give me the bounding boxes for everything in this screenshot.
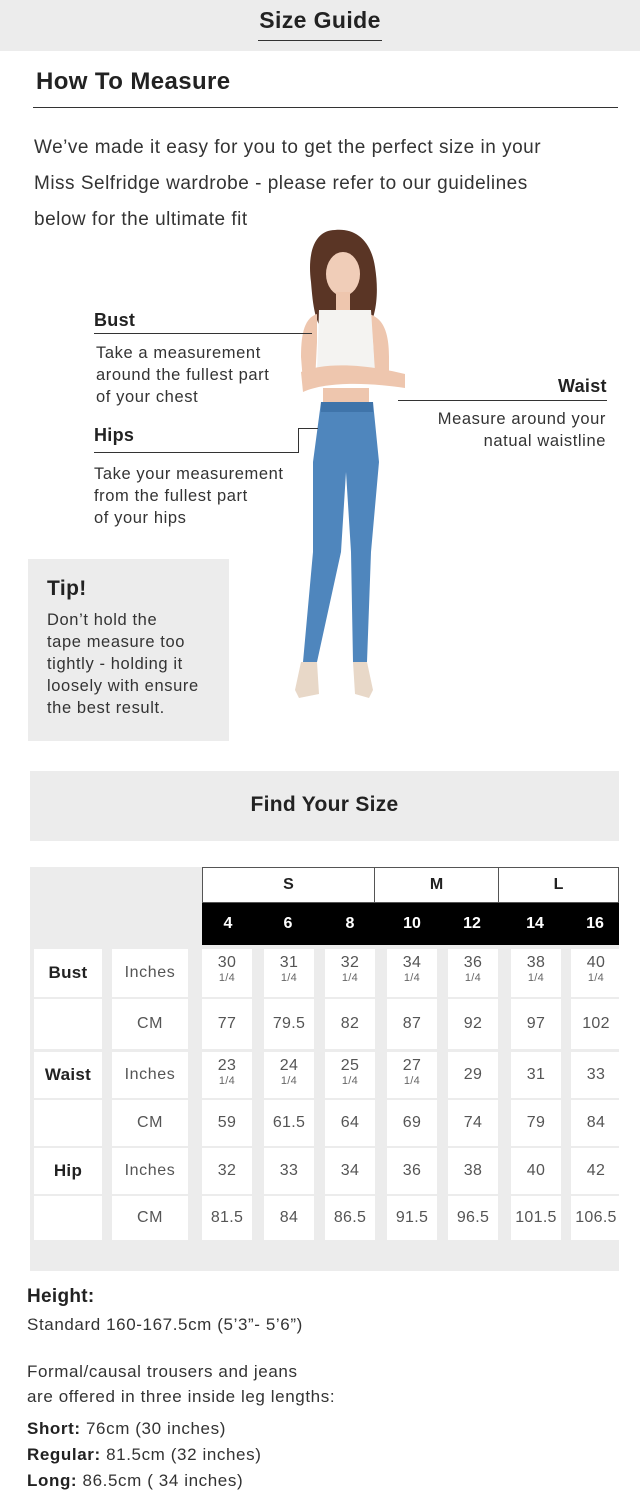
size-value-cell [202, 949, 252, 997]
size-number: 8 [345, 915, 355, 932]
size-value-cell [387, 1100, 437, 1146]
size-value: 27 [402, 1057, 422, 1074]
waist-pointer-line [398, 400, 607, 401]
size-number: 6 [283, 915, 293, 932]
size-value: 79.5 [272, 1015, 306, 1032]
find-your-size-title: Find Your Size [250, 793, 399, 816]
size-value: 29 [463, 1066, 483, 1083]
size-value-cell [325, 1148, 375, 1194]
hips-description: Take your measurement from the fullest part of your hips [94, 465, 284, 527]
size-value-cell [448, 1100, 498, 1146]
size-value-cell [264, 1052, 314, 1098]
size-value: 40 [586, 954, 606, 971]
how-to-measure-heading: How To Measure [36, 68, 231, 95]
size-value: 36 [402, 1162, 422, 1179]
size-value: 32 [217, 1162, 237, 1179]
size-number: 12 [463, 915, 481, 932]
size-value-cell [264, 999, 314, 1049]
size-value-cell [448, 1148, 498, 1194]
size-value-cell [387, 999, 437, 1049]
size-value-cell [202, 1052, 252, 1098]
size-value-cell [264, 1100, 314, 1146]
bust-pointer-line [94, 333, 312, 334]
hips-pointer-vertical [298, 428, 299, 453]
measure-cell: Waist [34, 1052, 102, 1098]
size-value-cell [511, 1100, 561, 1146]
size-value: 82 [340, 1015, 360, 1032]
size-value: 79 [526, 1114, 546, 1131]
measure-cell: Bust [34, 949, 102, 997]
size-value-cell [571, 949, 621, 997]
size-value: 102 [582, 1015, 610, 1032]
trousers-line: are offered in three inside leg lengths: [27, 1387, 336, 1406]
size-value-fraction: 1/4 [403, 1075, 421, 1087]
size-value-cell [202, 1100, 252, 1146]
size-value-cell [202, 999, 252, 1049]
waist-label: Waist [558, 376, 607, 396]
size-value: 42 [586, 1162, 606, 1179]
page-title: Size Guide [259, 7, 381, 33]
size-value: 96.5 [456, 1209, 490, 1226]
size-number: 14 [526, 915, 544, 932]
size-value: 33 [586, 1066, 606, 1083]
tip-title: Tip! [47, 577, 87, 600]
hips-label: Hips [94, 425, 135, 445]
size-number: 16 [586, 915, 604, 932]
size-value-fraction: 1/4 [464, 972, 482, 984]
waist-description: Measure around your natual waistline [437, 410, 606, 450]
size-value-cell [571, 1196, 621, 1240]
size-value: 61.5 [272, 1114, 306, 1131]
size-value: 31 [526, 1066, 546, 1083]
size-value-cell [387, 1196, 437, 1240]
unit-cell: CM [112, 999, 188, 1049]
size-value: 31 [279, 954, 299, 971]
size-value-fraction: 1/4 [280, 1075, 298, 1087]
size-value: 74 [463, 1114, 483, 1131]
size-value: 97 [526, 1015, 546, 1032]
size-value-cell [202, 1196, 252, 1240]
size-group-m: M [374, 867, 499, 903]
unit-cell: Inches [112, 949, 188, 997]
size-value: 91.5 [395, 1209, 429, 1226]
header-bar [0, 0, 640, 51]
size-value-fraction: 1/4 [341, 972, 359, 984]
size-value: 81.5 [210, 1209, 244, 1226]
size-value-cell [511, 1052, 561, 1098]
size-value-cell [448, 1052, 498, 1098]
length-short: Short: 76cm (30 inches) [27, 1419, 226, 1438]
size-value: 24 [279, 1057, 299, 1074]
size-value: 106.5 [575, 1209, 617, 1226]
size-value-cell [264, 1148, 314, 1194]
size-value-cell [325, 1196, 375, 1240]
size-value-cell [448, 999, 498, 1049]
bust-description: Take a measurement around the fullest part of your chest [96, 344, 270, 406]
height-heading: Height: [27, 1286, 95, 1307]
unit-cell: Inches [112, 1148, 188, 1194]
size-value-cell [264, 1196, 314, 1240]
heading-divider [33, 107, 618, 108]
size-number-header [202, 903, 619, 945]
measure-cell [34, 1100, 102, 1146]
intro-line: below for the ultimate fit [34, 209, 248, 230]
size-value-cell [387, 1148, 437, 1194]
size-value: 84 [586, 1114, 606, 1131]
size-value-cell [511, 949, 561, 997]
size-value-cell [571, 999, 621, 1049]
find-your-size-banner [30, 771, 619, 841]
size-value: 40 [526, 1162, 546, 1179]
tip-box [28, 559, 229, 741]
size-value: 36 [463, 954, 483, 971]
unit-cell: Inches [112, 1052, 188, 1098]
size-value-cell [387, 949, 437, 997]
size-value: 34 [340, 1162, 360, 1179]
tip-text: Don’t hold the tape measure too tightly - holding it loosely with ensure the best result. [47, 611, 199, 717]
unit-cell: CM [112, 1196, 188, 1240]
size-value-cell [325, 1052, 375, 1098]
size-value-cell [511, 1196, 561, 1240]
size-value-cell [387, 1052, 437, 1098]
size-value-cell [448, 1196, 498, 1240]
size-value-fraction: 1/4 [341, 1075, 359, 1087]
size-value: 69 [402, 1114, 422, 1131]
size-value: 30 [217, 954, 237, 971]
height-standard: Standard 160-167.5cm (5’3”- 5’6”) [27, 1315, 303, 1334]
size-value: 32 [340, 954, 360, 971]
size-value-fraction: 1/4 [218, 1075, 236, 1087]
size-value: 34 [402, 954, 422, 971]
size-value-cell [202, 1148, 252, 1194]
size-value: 33 [279, 1162, 299, 1179]
size-value: 38 [526, 954, 546, 971]
size-value-fraction: 1/4 [527, 972, 545, 984]
measure-cell [34, 1196, 102, 1240]
length-regular: Regular: 81.5cm (32 inches) [27, 1445, 262, 1464]
size-value-fraction: 1/4 [403, 972, 421, 984]
bust-label: Bust [94, 310, 136, 330]
title-underline [258, 40, 382, 41]
size-value-fraction: 1/4 [218, 972, 236, 984]
size-value-cell [511, 1148, 561, 1194]
size-value-cell [448, 949, 498, 997]
size-value: 77 [217, 1015, 237, 1032]
size-group-l: L [498, 867, 619, 903]
unit-cell: CM [112, 1100, 188, 1146]
size-value-cell [511, 999, 561, 1049]
size-value-cell [325, 999, 375, 1049]
size-value: 25 [340, 1057, 360, 1074]
intro-line: We’ve made it easy for you to get the perfect size in your [34, 137, 542, 158]
size-value: 101.5 [515, 1209, 557, 1226]
size-value-cell [571, 1052, 621, 1098]
length-long: Long: 86.5cm ( 34 inches) [27, 1471, 244, 1490]
hips-pointer-tick [298, 428, 318, 429]
size-value-cell [325, 1100, 375, 1146]
size-value-cell [571, 1148, 621, 1194]
size-value: 84 [279, 1209, 299, 1226]
size-value-fraction: 1/4 [587, 972, 605, 984]
size-value-cell [571, 1100, 621, 1146]
size-group-s: S [202, 867, 375, 903]
size-value: 86.5 [333, 1209, 367, 1226]
size-value: 23 [217, 1057, 237, 1074]
measure-cell: Hip [34, 1148, 102, 1194]
size-value: 38 [463, 1162, 483, 1179]
size-number: 4 [223, 915, 233, 932]
hips-pointer-line [94, 452, 299, 453]
size-value: 87 [402, 1015, 422, 1032]
intro-line: Miss Selfridge wardrobe - please refer to our guidelines [34, 173, 528, 194]
size-value-cell [264, 949, 314, 997]
trousers-line: Formal/causal trousers and jeans [27, 1362, 298, 1381]
measure-cell [34, 999, 102, 1049]
size-value: 92 [463, 1015, 483, 1032]
size-value: 59 [217, 1114, 237, 1131]
size-value-fraction: 1/4 [280, 972, 298, 984]
size-number: 10 [403, 915, 421, 932]
size-value-cell [325, 949, 375, 997]
size-value: 64 [340, 1114, 360, 1131]
